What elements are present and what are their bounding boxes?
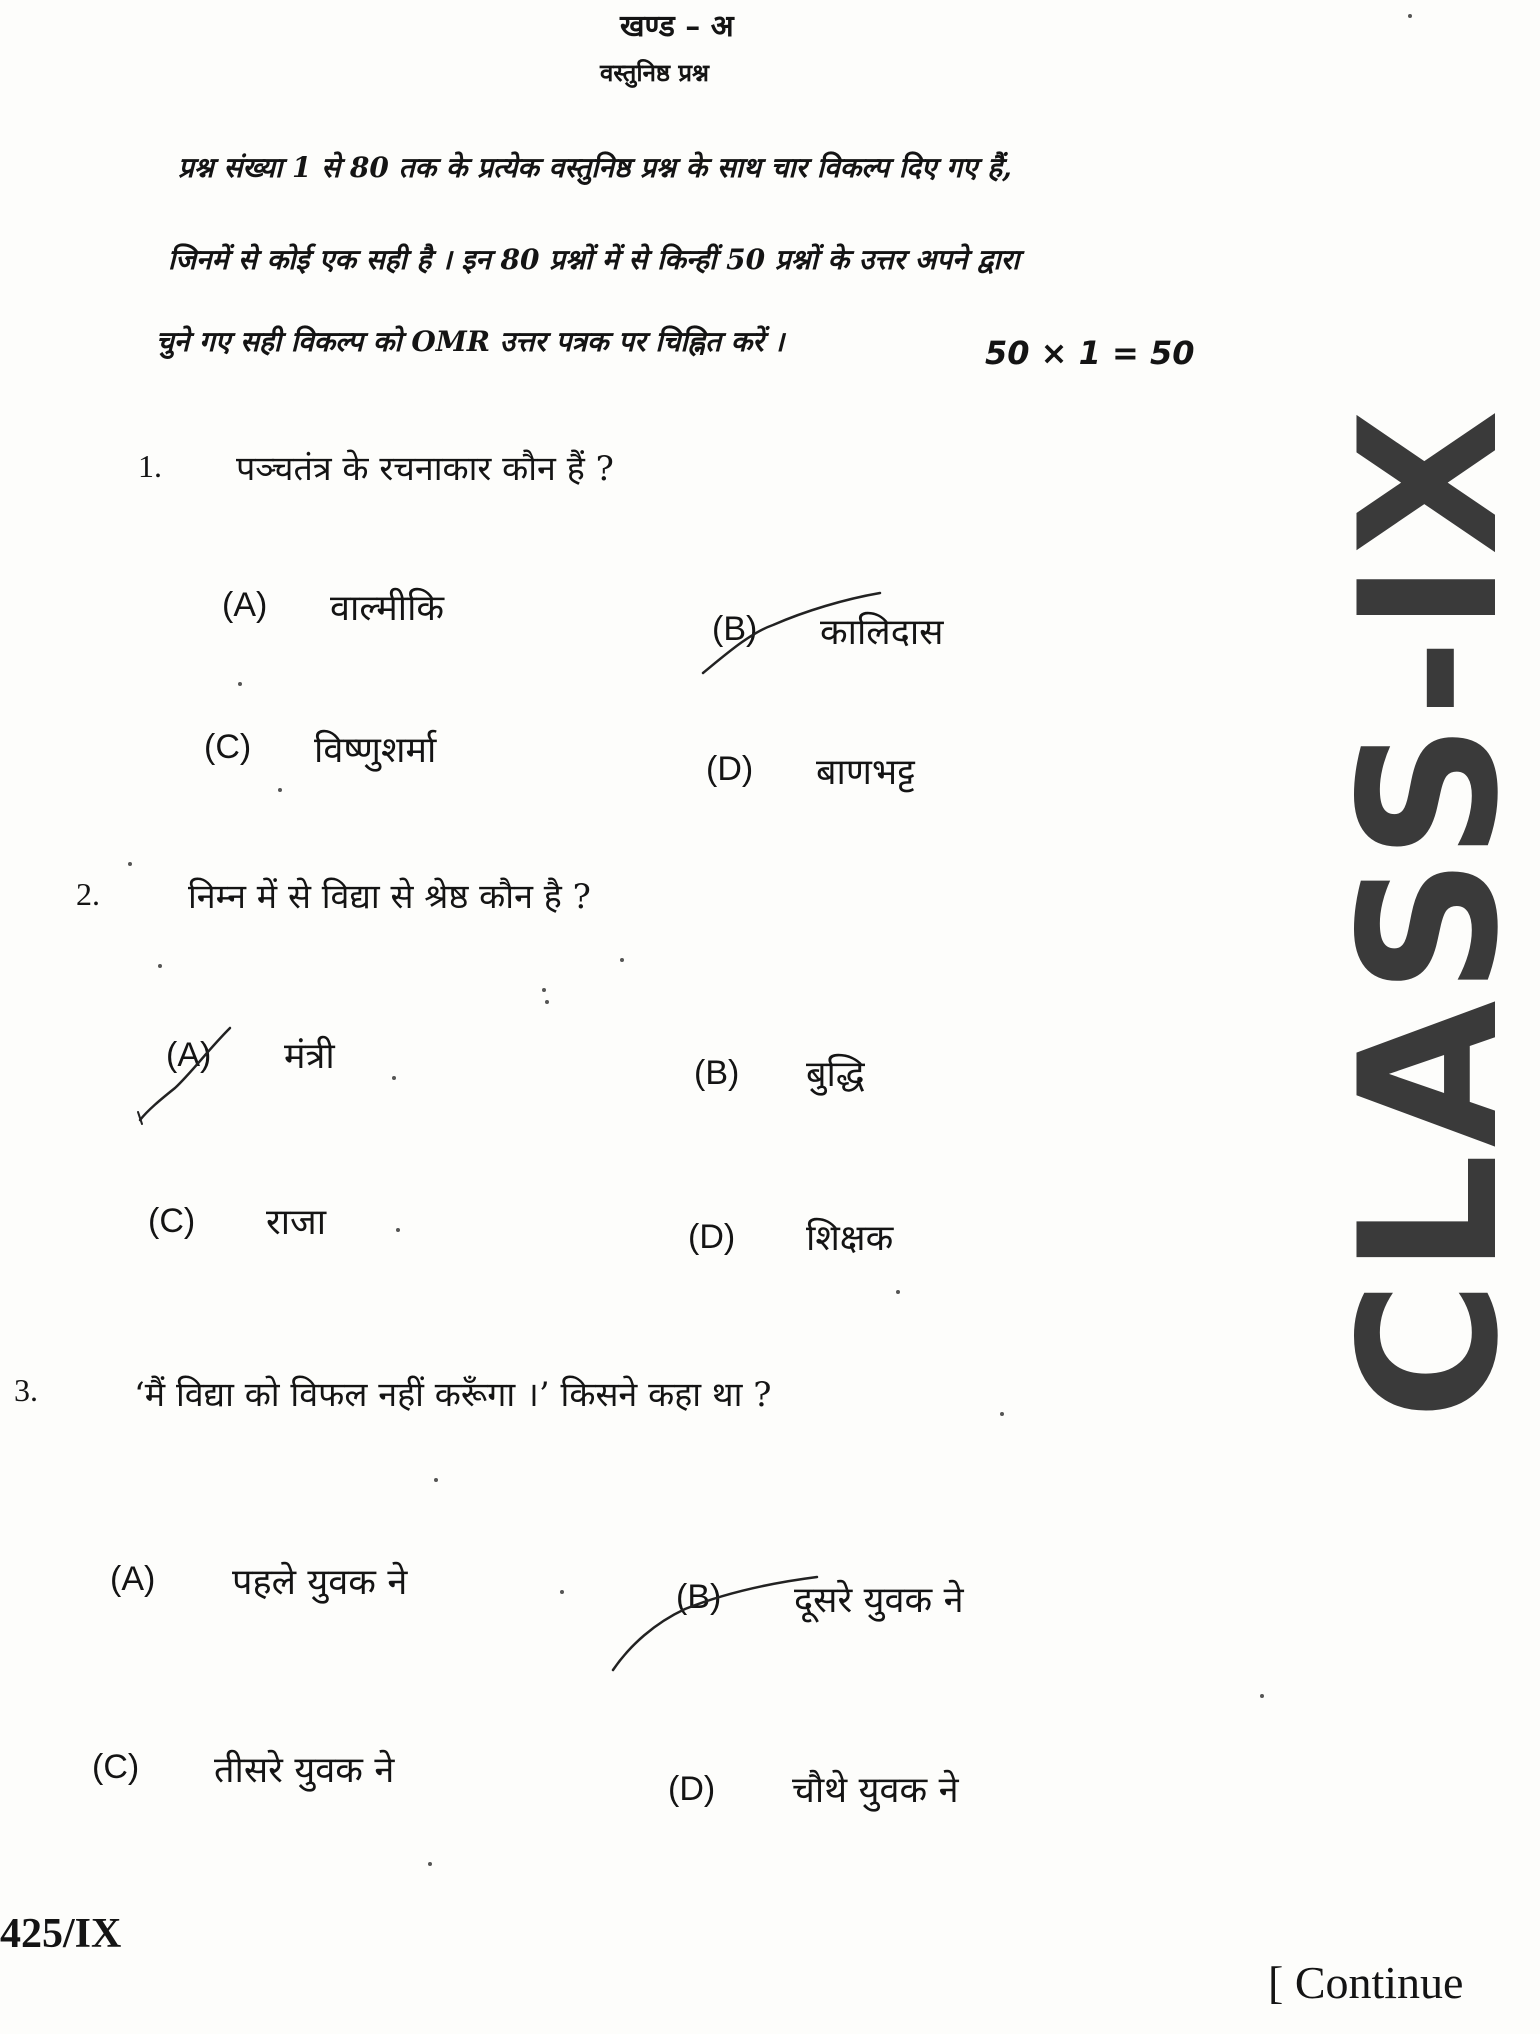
q3-option-a-label: (A) — [110, 1560, 156, 1598]
question-1-text: पञ्चतंत्र के रचनाकार कौन हैं ? — [236, 449, 614, 489]
q1-option-b-text: कालिदास — [820, 612, 944, 653]
question-3-text: ‘मैं विद्या को विफल नहीं करूँगा ।’ किसने कहा था ? — [134, 1375, 772, 1415]
q1-option-b-label: (B) — [712, 610, 758, 648]
class-watermark: CLASS-IX — [1319, 403, 1540, 1420]
q1-option-a-label: (A) — [222, 586, 268, 624]
instruction-line-3: चुने गए सही विकल्प को OMR उत्तर पत्रक पर चिह्नित करें । — [156, 325, 785, 358]
question-2-number: 2. — [76, 876, 100, 912]
q2-option-b-text: बुद्धि — [806, 1054, 865, 1095]
q3-option-b-text: दूसरे युवक ने — [794, 1580, 964, 1621]
q2-answer-tick-mark — [130, 1020, 240, 1130]
q1-option-d-text: बाणभट्ट — [816, 752, 915, 793]
q2-option-d-label: (D) — [688, 1218, 736, 1256]
question-3-number: 3. — [14, 1372, 38, 1408]
q3-option-d-text: चौथे युवक ने — [792, 1770, 959, 1811]
q1-option-c-label: (C) — [204, 728, 252, 766]
q1-option-d-label: (D) — [706, 750, 754, 788]
q3-option-c-text: तीसरे युवक ने — [214, 1750, 395, 1791]
q2-option-c-text: राजा — [266, 1202, 327, 1243]
q3-option-a-text: पहले युवक ने — [232, 1562, 408, 1603]
q2-option-c-label: (C) — [148, 1202, 196, 1240]
q3-answer-tick-mark — [605, 1565, 825, 1680]
marks-distribution: 50 × 1 = 50 — [985, 334, 1195, 372]
section-title: खण्ड – अ — [620, 9, 734, 44]
q3-option-c-label: (C) — [92, 1748, 140, 1786]
q3-option-b-label: (B) — [676, 1578, 722, 1616]
question-2-text: निम्न में से विद्या से श्रेष्ठ कौन है ? — [188, 877, 591, 917]
continue-note: [ Continue — [1268, 1957, 1464, 2008]
q1-option-c-text: विष्णुशर्मा — [314, 730, 437, 771]
q2-option-b-label: (B) — [694, 1054, 740, 1092]
q1-answer-tick-mark — [695, 585, 895, 680]
instruction-line-2: जिनमें से कोई एक सही है । इन 80 प्रश्नों में से किन्हीं 50 प्रश्नों के उत्तर अपने द्वारा — [168, 243, 1020, 276]
q2-option-d-text: शिक्षक — [806, 1218, 894, 1259]
paper-code: 425/IX — [0, 1911, 122, 1957]
q1-option-a-text: वाल्मीकि — [330, 588, 445, 629]
q3-option-d-label: (D) — [668, 1770, 716, 1808]
section-subtitle: वस्तुनिष्ठ प्रश्न — [600, 58, 710, 87]
instruction-line-1: प्रश्न संख्या 1 से 80 तक के प्रत्येक वस्तुनिष्ठ प्रश्न के साथ चार विकल्प दिए गए हैं, — [178, 151, 1012, 184]
q2-option-a-text: मंत्री — [284, 1036, 335, 1077]
question-1-number: 1. — [138, 448, 162, 484]
q2-option-a-label: (A) — [166, 1036, 212, 1074]
